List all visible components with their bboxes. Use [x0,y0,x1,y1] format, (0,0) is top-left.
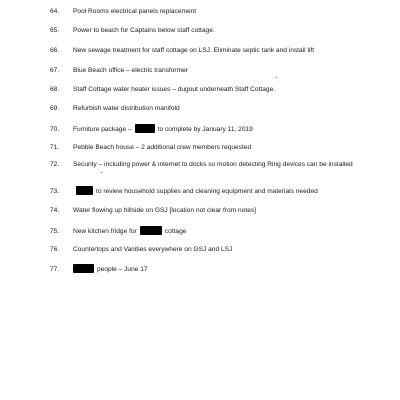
item-text-after: to complete by January 11, 2019 [157,126,253,133]
item-number: 73. [50,188,60,195]
item-text: Countertops and Vanities everywhere on GSJ and LSJ [73,246,233,253]
list-item [50,7,390,17]
item-text-before: Furniture package – [73,126,132,133]
list-item [50,186,390,197]
list-item [50,206,390,216]
item-number: 69. [50,105,60,112]
list-item [50,160,378,170]
item-number: 72. [50,161,60,168]
item-number: 64. [50,8,60,15]
item-number: 67. [50,67,60,74]
item-number: 74. [50,207,60,214]
redaction-block [76,186,93,195]
scan-speck [101,172,102,173]
list-item [50,26,390,36]
redaction-block [135,124,155,133]
item-text: Blue Beach office – electric transformer [73,67,188,74]
scan-speck [276,77,277,78]
item-text: Refurbish water distribution manifold [73,105,180,112]
item-number: 68. [50,86,60,93]
item-number: 75. [50,228,60,235]
item-text-after: cottage [164,228,187,235]
item-text: Pebble Beach house – 2 additional crew members requested [73,144,252,151]
item-text: New sewage treatment for staff cottage on LSJ. Eliminate septic tank and install lift [73,47,315,54]
item-text: Staff Cottage water heater issues – dugout underneath Staff Cottage. [73,86,276,93]
list-item [50,245,390,255]
list-item [50,104,390,114]
list-item [50,226,390,237]
item-text-before: New kitchen fridge for [73,228,137,235]
list-item [50,66,390,76]
item-text: Water flowing up hillside on GSJ [location not clear from notes] [73,207,257,214]
list-item [50,124,390,135]
item-text: Security – including power & internet to docks so motion detecting Ring devices can be installed [73,161,353,168]
item-text: Power to beach for Captains below staff cottage. [73,27,215,34]
item-number: 71. [50,144,60,151]
item-text-after: people – June 17 [97,266,148,273]
item-number: 77. [50,266,60,273]
redaction-block [140,226,162,235]
list-item [50,264,390,275]
item-text: Pool Rooms electrical panels replacement [73,8,197,15]
item-number: 66. [50,47,60,54]
list-item [50,85,390,95]
item-number: 76. [50,246,60,253]
list-item [50,46,390,56]
item-number: 65. [50,27,60,34]
redaction-block [73,264,94,273]
item-text-after: to review household supplies and cleaning equipment and materials needed [96,188,318,195]
item-number: 70. [50,126,60,133]
list-item [50,143,390,153]
